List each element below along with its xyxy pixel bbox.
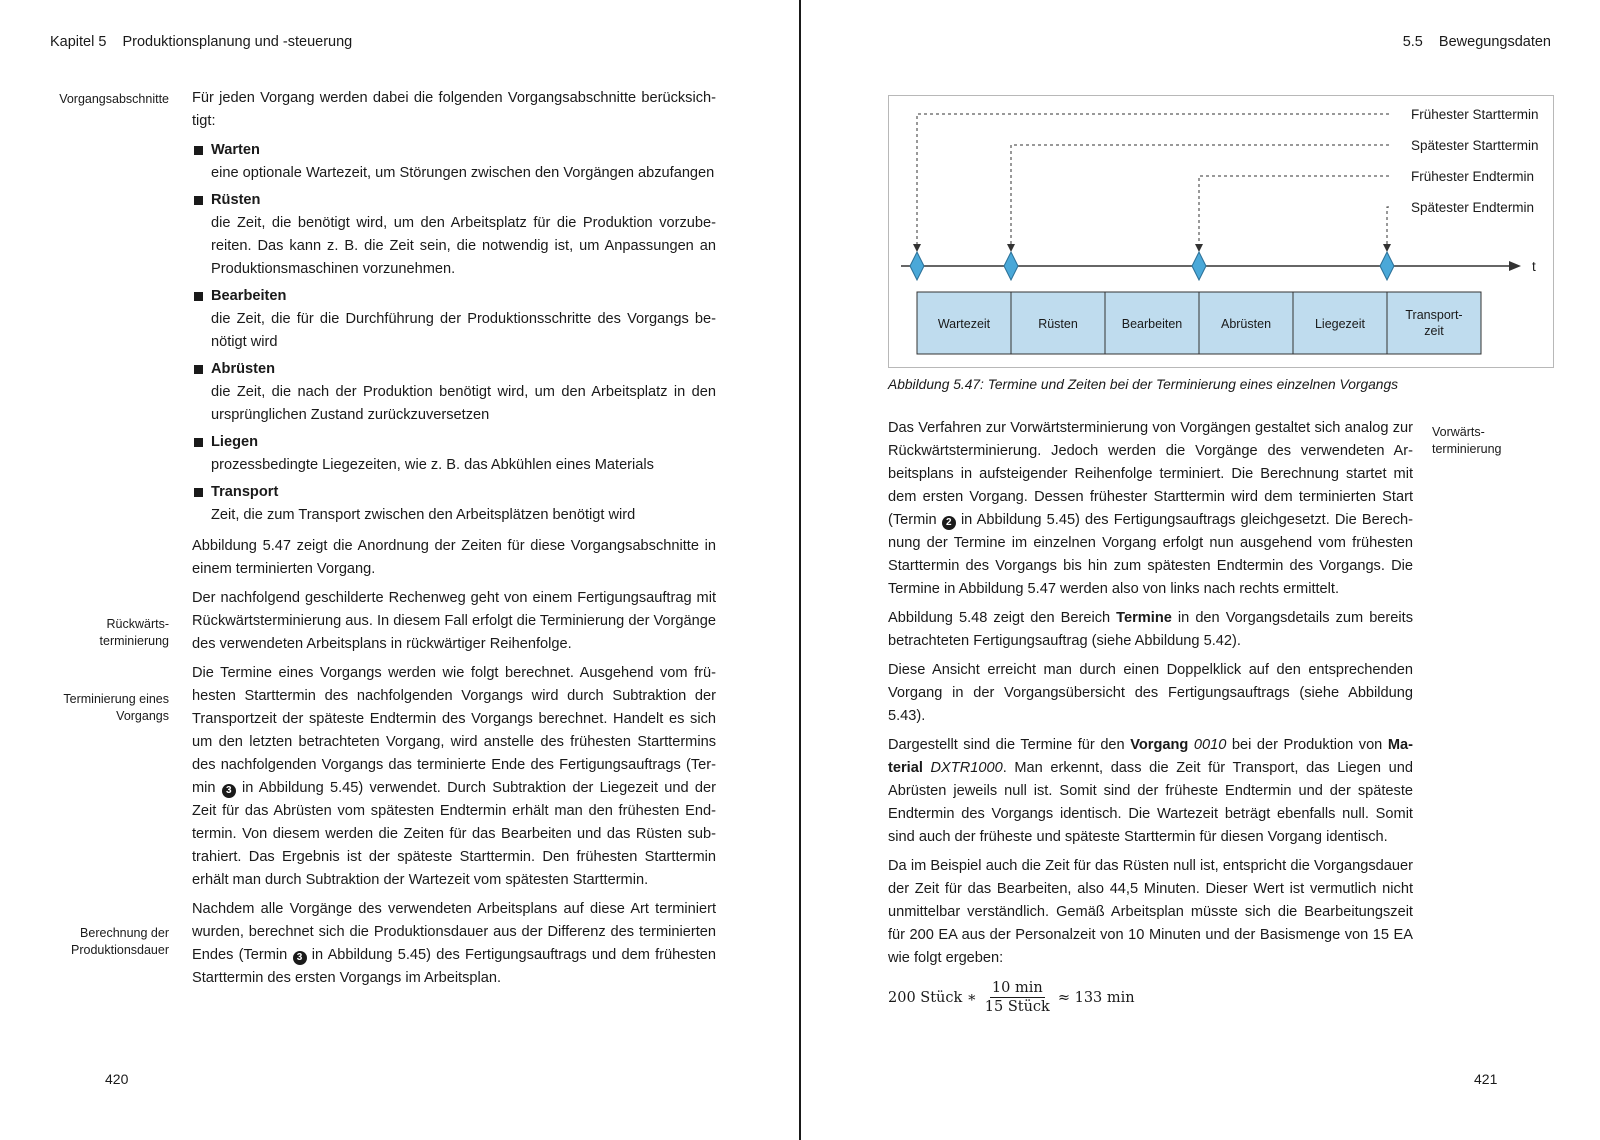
bullet-square-icon [194,196,203,205]
guide-line-fruehester-start [917,114,1389,244]
vorwaerts-paragraph [888,417,1413,601]
guide-line-spaetester-start [1011,145,1389,244]
list-item [192,481,716,527]
paragraph-text: . Man erkennt, dass die Zeit für Transport, das Liegen und Abrüsten jeweils null ist. Somit sind der früheste Endtermin und der späteste Endtermin des Vorgangs identisch. Die Wartezeit beträgt ebenfalls null. Somit sind auch der früheste und späteste Starttermin für diesen Vorgang identisch. [888,760,1413,845]
term-termine: Termine [1116,610,1172,626]
intro-paragraph: Für jeden Vorgang werden dabei die folgenden Vorgangsabschnitte berücksichtigt: [192,90,716,129]
guide-arrowheads [913,244,1391,252]
page-number-right: 421 [1474,1071,1498,1087]
formula-fraction [983,980,1052,1015]
paragraph-text: bei der Produktion von [1231,737,1383,753]
section-term: Warten [211,142,260,158]
bullet-square-icon [194,146,203,155]
section-term: Abrüsten [211,361,276,377]
paragraph-text: Nachdem alle Vorgänge des verwendeten Arbeitsplans auf diese Art terminiert wurden, berechnet sich die Produktionsdauer aus der Differenz des terminierten Endes (Termin [192,901,716,963]
bullet-square-icon [194,438,203,447]
milestone-diamond-icon [1004,252,1018,280]
arrowhead-icon [1383,244,1391,252]
formula-lhs: 200 Stück ∗ [888,989,977,1006]
callout-3-icon: 3 [222,784,236,798]
section-term: Bearbeiten [211,288,287,304]
paragraph-text: Abbildung 5.48 zeigt den Bereich [888,610,1111,626]
axis-arrow-icon [1509,261,1521,271]
paragraph-text: Dargestellt sind die Termine für den [888,737,1125,753]
margin-note-berechnung-produktionsdauer [39,925,169,959]
figure-reference-paragraph: Abbildung 5.47 zeigt die Anordnung der Zeiten für diese Vorgangsabschnitte in einem terminierten Vorgang. [192,538,716,577]
paragraph-text: in Abbildung 5.45) verwendet. Durch Subtraktion der Liegezeit und der Zeit für das Abrüsten vom spätesten Endtermin erhält man den frühesten Endtermin. Von diesem werden die Zeiten für das Bearbeiten und das Rüsten subtrahiert. Das Ergebnis ist der späteste Starttermin. Den frühesten Starttermin erhält man durch Subtraktion der Wartezeit vom spätesten Starttermin. [192,780,716,888]
bullet-square-icon [194,365,203,374]
time-segments [917,292,1481,354]
list-item [192,431,716,477]
bullet-square-icon [194,292,203,301]
label-spaetester-endtermin: Spätester Endtermin [1411,200,1535,215]
margin-note-line: Vorwärts- [1432,425,1485,439]
margin-note-terminierung-vorgang [39,691,169,725]
section-desc: Zeit, die zum Transport zwischen den Arbeitsplätzen benötigt wird [211,507,636,523]
value-material: DXTR1000 [930,760,1003,776]
arrowhead-icon [1007,244,1015,252]
section-desc: prozessbedingte Liegezeiten, wie z. B. das Abkühlen eines Materials [211,457,654,473]
guide-line-spaetester-end [1387,207,1389,244]
paragraph-text: in Abbildung 5.45) des Fertigungsauftrags und dem frühesten Starttermin des ersten Vorgangs im Arbeitsplan. [192,947,716,986]
segment-label: Bearbeiten [1121,317,1183,331]
margin-note-line: Terminierung eines [63,692,169,706]
arrowhead-icon [1195,244,1203,252]
margin-note-vorgangsabschnitte [39,91,169,108]
milestone-diamond-icon [1192,252,1206,280]
margin-note-line: Rückwärts- [106,617,169,631]
guide-lines [917,114,1389,244]
segment-label: Wartezeit [937,317,991,331]
term-material: Material [888,737,1413,776]
rueckwaerts-paragraph: Der nachfolgend geschilderte Rechenweg geht von einem Fertigungsauftrag mit Rückwärtsterminierung aus. In diesem Fall erfolgt die Terminierung der Vorgänge des verwendeten Arbeitsplans in rückwärtiger Reihenfolge. [192,590,716,652]
figure-caption: Abbildung 5.47: Termine und Zeiten bei der Terminierung eines einzelnen Vorgangs [888,377,1399,392]
axis-label-t: t [1532,259,1536,274]
bullet-square-icon [194,488,203,497]
margin-note-text: Vorgangsabschnitte [59,92,169,106]
timeline-diagram [889,96,1553,367]
margin-note-line: Berechnung der [80,926,169,940]
segment-label: Rüsten [1038,317,1078,331]
segment-transportzeit [1387,292,1481,354]
formula-rhs: ≈ 133 min [1057,989,1135,1006]
margin-note-line: Vorgangs [116,709,169,723]
paragraph-text: Die Termine eines Vorgangs werden wie folgt berechnet. Ausgehend vom frühesten Starttermin des nachfolgenden Vorgangs wird durch Subtraktion der Transportzeit der späteste Endtermin des Vorgangs berechnet. Handelt es sich um den letzten betrachteten Vorgang, wird anstelle des frühesten Starttermins des nachfolgenden Vorgangs das terminierte Ende des Fertigungsauftrags (Termin [192,665,716,796]
margin-note-vorwaertsterminierung [1432,424,1532,458]
section-term: Liegen [211,434,259,450]
right-body-text [888,417,1413,976]
value-vorgang: 0010 [1193,737,1227,753]
section-desc: die Zeit, die nach der Produktion benötigt wird, um den Arbeitsplatz in den ursprünglichen Zustand zurückzuversetzen [211,384,716,423]
callout-3-icon: 3 [293,951,307,965]
callout-2-icon: 2 [942,516,956,530]
figure-5-47 [888,95,1554,368]
section-desc: eine optionale Wartezeit, um Störungen zwischen den Vorgängen abzufangen [211,165,715,181]
chapter-label: Kapitel 5 [50,34,107,50]
segment-label: Liegezeit [1314,317,1366,331]
beispiel-paragraph: Da im Beispiel auch die Zeit für das Rüsten null ist, entspricht die Vorgangsdauer der Zeit für das Bearbeiten, also 44,5 Minuten. Dieser Wert ist vermutlich nicht unmittelbar verständlich. Gemäß Arbeitsplan müsste sich die Bearbeitungszeit für 200 EA aus der Personalzeit von 10 Minuten und der Basismenge von 15 EA wie folgt ergeben: [888,858,1413,966]
formula-numerator: 10 min [991,980,1043,996]
figure-548-paragraph [888,607,1413,653]
arrowhead-icon [913,244,921,252]
dargestellt-paragraph [888,734,1413,849]
berechnung-paragraph [192,898,716,990]
chapter-title: Produktionsplanung und -steuerung [122,34,353,50]
margin-note-line: Produktionsdauer [71,943,169,957]
right-page [801,0,1600,1140]
section-list [192,139,716,527]
term-vorgang: Vorgang [1130,737,1189,753]
ansicht-paragraph: Diese Ansicht erreicht man durch einen Doppelklick auf den entsprechenden Vorgang in der Vorgangsübersicht des Fertigungsauftrags (siehe Abbildung 5.43). [888,662,1413,724]
page-number-left: 420 [105,1071,129,1087]
section-number: 5.5 [1402,34,1423,50]
milestone-diamond-icon [1380,252,1394,280]
running-head-right [1403,34,1551,50]
guide-line-fruehester-end [1199,176,1389,244]
section-term: Transport [211,484,279,500]
section-desc: die Zeit, die für die Durchführung der Produktionsschritte des Vorgangs benötigt wird [211,311,716,350]
section-term: Rüsten [211,192,261,208]
label-spaetester-starttermin: Spätester Starttermin [1411,138,1539,153]
margin-note-rueckwaertsterminierung [39,616,169,650]
milestone-diamond-icon [910,252,924,280]
formula-denominator: 15 Stück [984,999,1050,1015]
label-fruehester-starttermin: Frühester Starttermin [1411,107,1539,122]
margin-note-line: terminierung [99,634,169,648]
margin-note-line: terminierung [1432,442,1502,456]
paragraph-text: Das Verfahren zur Vorwärtsterminierung von Vorgängen gestaltet sich analog zur Rückwärtsterminierung. Jedoch werden die Vorgänge des verwendeten Arbeitsplans in aufsteigender Reihenfolge terminiert. Die Berechnung startet mit dem ersten Vorgang. Dessen frühester Starttermin wird dem terminierten Start (Termin [888,420,1413,528]
list-item [192,358,716,427]
segment-label: Abrüsten [1220,317,1272,331]
section-title: Bewegungsdaten [1438,34,1551,50]
list-item [192,139,716,185]
terminierung-paragraph [192,662,716,892]
paragraph-text: in den Vorgangsdetails zum bereits betrachteten Fertigungsauftrag (siehe Abbildung 5.42). [888,610,1413,649]
paragraph-text: in Abbildung 5.45) des Fertigungsauftrags gleichgesetzt. Die Berechnung der Termine im einzelnen Vorgang erfolgt nun ausgehend vom frühesten Starttermin des Vorgangs bis hin zum spätesten Endtermin des Vorgangs. Die Termine in Abbildung 5.47 werden also von links nach rechts ermittelt. [888,512,1414,597]
section-desc: die Zeit, die benötigt wird, um den Arbeitsplatz für die Produktion vorzubereiten. Das kann z. B. die Zeit sein, die notwendig ist, um Anpassungen an Produktionsmaschinen vorzunehmen. [211,215,716,277]
milestone-labels [1411,107,1539,274]
list-item [192,189,716,281]
label-fruehester-endtermin: Frühester Endtermin [1411,169,1535,184]
segment-label-line2: zeit [1424,324,1444,338]
running-head-left [50,34,352,50]
list-item [192,285,716,354]
formula [888,980,1135,1015]
left-body-text [192,87,716,996]
segment-label-line1: Transport- [1405,308,1463,322]
